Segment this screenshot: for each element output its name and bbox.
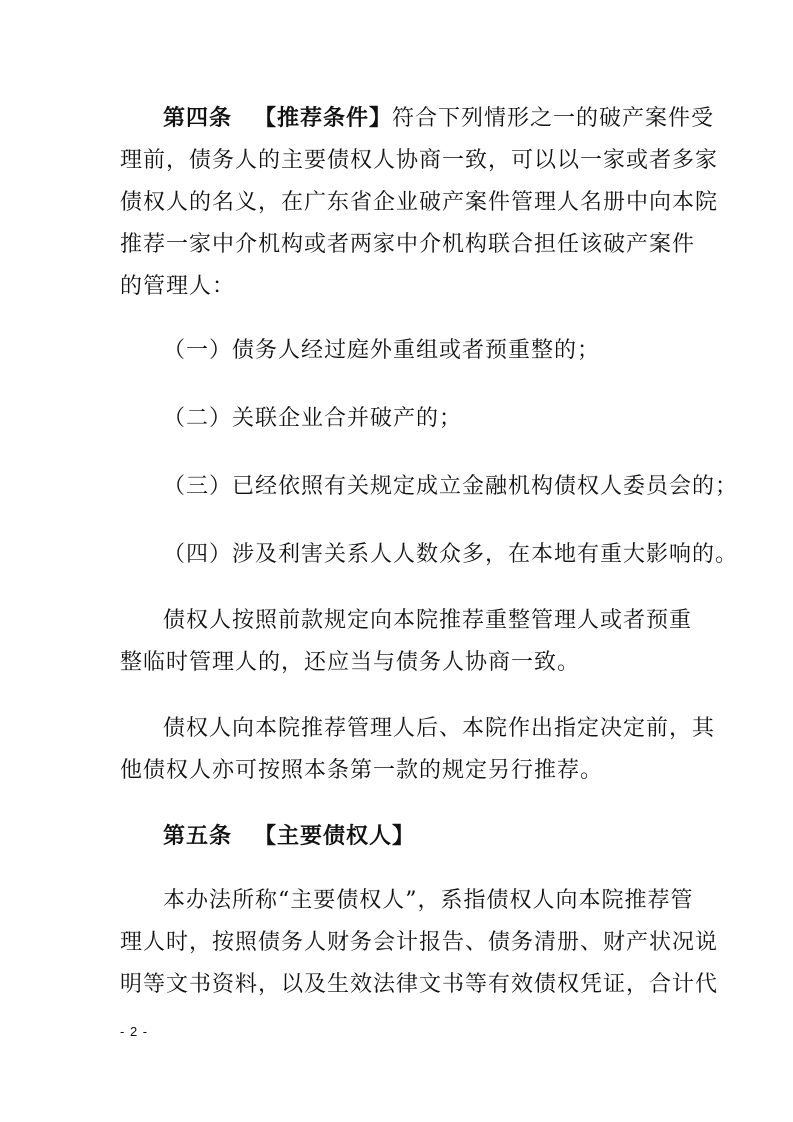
article-5-text-line: 本办法所称“主要债权人”，系指债权人向本院推荐管 (163, 888, 694, 913)
list-item: （四）涉及利害关系人人数众多，在本地有重大影响的。 (163, 542, 739, 567)
paragraph-line: 债权人向本院推荐管理人后、本院作出指定决定前，其 (163, 716, 716, 741)
article-4-first-line (163, 104, 714, 134)
article-5-text-line: 明等文书资料，以及生效法律文书等有效债权凭证，合计代 (120, 972, 719, 997)
list-item: （一）债务人经过庭外重组或者预重整的； (163, 338, 601, 363)
article-4-text-line: 债权人的名义，在广东省企业破产案件管理人名册中向本院 (120, 190, 719, 215)
paragraph-line: 债权人按照前款规定向本院推荐重整管理人或者预重 (163, 608, 693, 633)
article-5-title: 【主要债权人】 (254, 824, 416, 849)
article-4-text-line: 符合下列情形之一的破产案件受 (392, 106, 715, 131)
list-item: （二）关联企业合并破产的； (163, 406, 463, 431)
article-5-heading-line (163, 822, 415, 852)
article-4-text-line: 推荐一家中介机构或者两家中介机构联合担任该破产案件 (120, 232, 696, 257)
page-number: - 2 - (120, 1024, 149, 1039)
article-4-text-line: 的管理人： (120, 274, 236, 299)
paragraph-line: 整临时管理人的，还应当与债务人协商一致。 (120, 650, 581, 675)
article-4-title: 【推荐条件】 (254, 106, 393, 131)
article-5-text-line: 理人时，按照债务人财务会计报告、债务清册、财产状况说 (120, 930, 719, 955)
list-item: （三）已经依照有关规定成立金融机构债权人委员会的； (163, 474, 739, 499)
paragraph-line: 他债权人亦可按照本条第一款的规定另行推荐。 (120, 758, 604, 783)
article-4-text-line: 理前，债务人的主要债权人协商一致，可以以一家或者多家 (120, 148, 719, 173)
article-4-heading: 第四条 (163, 106, 233, 131)
article-5-heading: 第五条 (163, 824, 233, 849)
